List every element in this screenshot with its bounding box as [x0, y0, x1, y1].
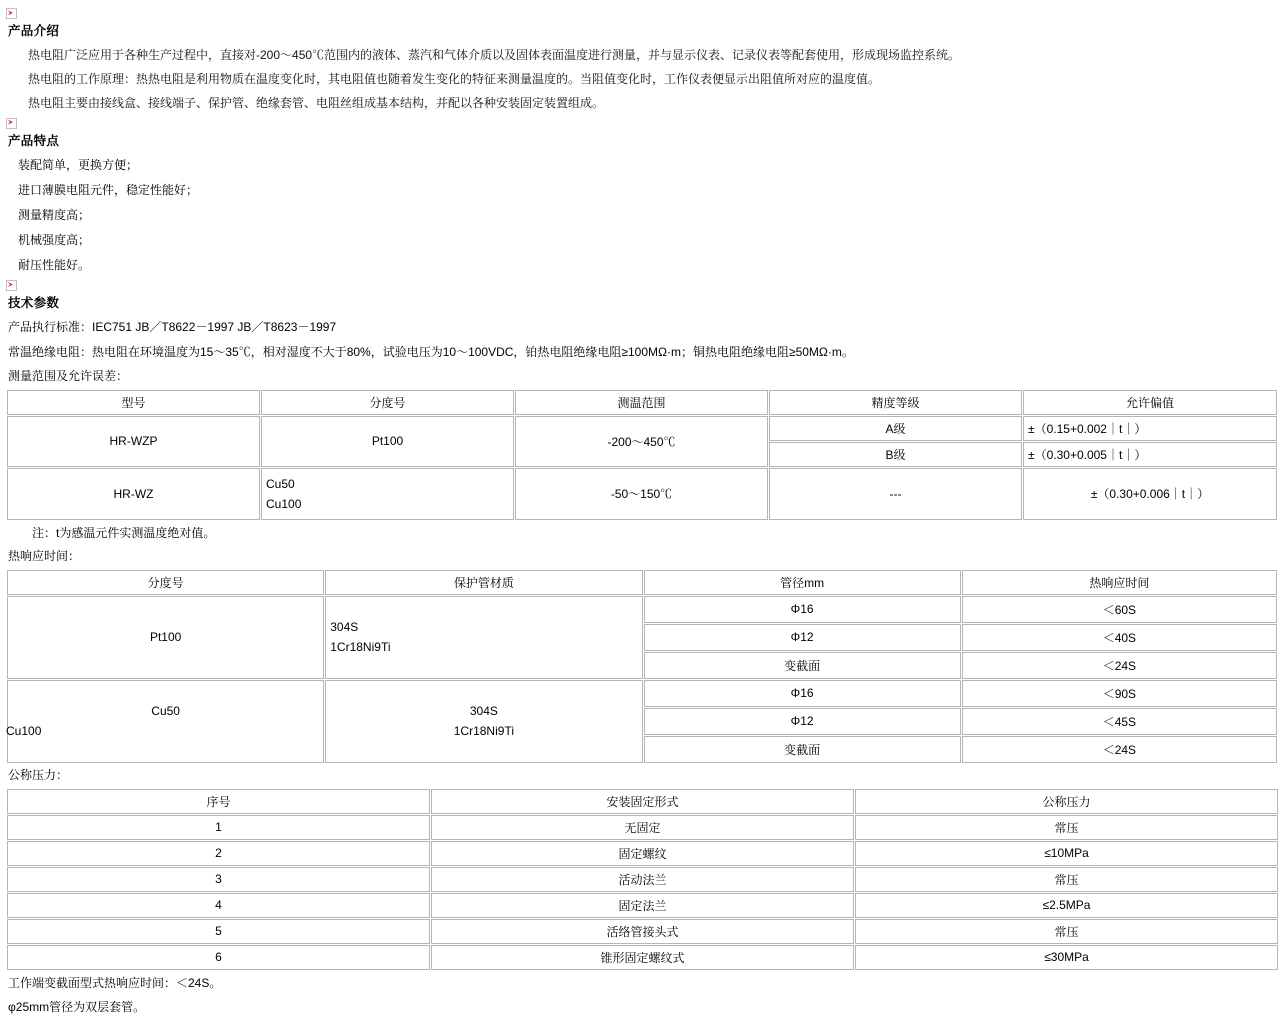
cell-pressure: 常压	[855, 867, 1278, 892]
cell-time: ＜90S	[962, 680, 1277, 707]
col-header-range: 测温范围	[515, 390, 768, 415]
col-header-tolerance: 允许偏值	[1023, 390, 1277, 415]
cell-mount-type: 固定法兰	[431, 893, 854, 918]
range-table-label: 测量范围及允许误差：	[8, 368, 129, 383]
intro-paragraph: 热电阻主要由接线盒、接线端子、保护管、绝缘套管、电阻丝组成基本结构，并配以各种安装固定装置组成。	[28, 96, 605, 111]
cell-no: 2	[7, 841, 430, 866]
response-table-label: 热响应时间：	[8, 548, 81, 563]
cell-mount-type: 活动法兰	[431, 867, 854, 892]
cell-time: ＜24S	[962, 652, 1277, 679]
cell-no: 3	[7, 867, 430, 892]
cell-pressure: ≤30MPa	[855, 945, 1278, 970]
cell-pressure: 常压	[855, 815, 1278, 840]
cell-time: ＜45S	[962, 708, 1277, 735]
cell-mount-type: 锥形固定螺纹式	[431, 945, 854, 970]
table-row	[7, 596, 1277, 623]
cell-model: HR-WZ	[7, 468, 260, 520]
table-row	[7, 680, 1277, 707]
cell-range: -200～450℃	[515, 416, 768, 467]
footnote: φ25mm管径为双层套管。	[8, 999, 146, 1014]
feature-item: 耐压性能好。	[18, 257, 91, 272]
cell-grade: B级	[769, 442, 1022, 467]
feature-item: 测量精度高；	[18, 207, 91, 222]
graduation-line: Cu100	[266, 496, 302, 511]
cell-time: ＜60S	[962, 596, 1277, 623]
col-header-no: 序号	[7, 789, 430, 814]
cell-no: 5	[7, 919, 430, 944]
feature-item: 进口薄膜电阻元件，稳定性能好；	[18, 182, 199, 197]
cell-diameter: Φ16	[644, 596, 961, 623]
response-table	[6, 569, 1278, 764]
table-row	[7, 815, 1278, 840]
cell-graduation	[261, 468, 514, 520]
table-row	[7, 945, 1278, 970]
pressure-table	[6, 788, 1279, 971]
cell-no: 1	[7, 815, 430, 840]
cell-graduation: Pt100	[261, 416, 514, 467]
material-line: 1Cr18Ni9Ti	[330, 640, 391, 655]
cell-diameter: Φ12	[644, 624, 961, 651]
material-line: 304S	[469, 704, 498, 719]
col-header-nominal-pressure: 公称压力	[855, 789, 1278, 814]
table-row	[7, 893, 1278, 918]
cell-no: 4	[7, 893, 430, 918]
range-table-note: 注：t为感温元件实测温度绝对值。	[32, 525, 216, 540]
table-row	[7, 841, 1278, 866]
standard-line: 产品执行标准：IEC751 JB／T8622－1997 JB／T8623－1997	[8, 319, 337, 334]
cell-diameter: Φ12	[644, 708, 961, 735]
cell-graduation: Pt100	[7, 596, 324, 679]
broken-image-icon	[6, 118, 17, 129]
col-header-material: 保护管材质	[325, 570, 642, 595]
col-header-time: 热响应时间	[962, 570, 1277, 595]
cell-diameter: Φ16	[644, 680, 961, 707]
cell-mount-type: 固定螺纹	[431, 841, 854, 866]
tech-heading-row	[4, 280, 1276, 293]
feature-item: 装配简单，更换方便；	[18, 157, 139, 172]
cell-model: HR-WZP	[7, 416, 260, 467]
cell-mount-type: 活络管接头式	[431, 919, 854, 944]
footnote: 工作端变截面型式热响应时间：＜24S。	[8, 975, 222, 990]
cell-pressure: ≤2.5MPa	[855, 893, 1278, 918]
cell-graduation	[7, 680, 324, 763]
cell-range: -50～150℃	[515, 468, 768, 520]
col-header-diameter: 管径mm	[644, 570, 961, 595]
cell-mount-type: 无固定	[431, 815, 854, 840]
intro-paragraph: 热电阻的工作原理：热热电阻是利用物质在温度变化时，其电阻值也随着发生变化的特征来测量温度的。当阻值变化时，工作仪表便显示出阻值所对应的温度值。	[28, 72, 881, 87]
cell-tolerance: ±（0.30+0.005｜t｜）	[1023, 442, 1277, 467]
material-line: 304S	[330, 620, 359, 635]
cell-time: ＜24S	[962, 736, 1277, 763]
cell-material	[325, 680, 642, 763]
cell-material	[325, 596, 642, 679]
features-heading-row	[4, 117, 1276, 130]
graduation-line: Cu50	[151, 704, 180, 719]
material-line: 1Cr18Ni9Ti	[453, 724, 514, 739]
feature-item: 机械强度高；	[18, 232, 91, 247]
insulation-line: 常温绝缘电阻：热电阻在环境温度为15～35℃，相对湿度不大于80%，试验电压为10～100VDC，铂热电阻绝缘电阻≥100MΩ·m；铜热电阻绝缘电阻≥50MΩ·m。	[8, 344, 854, 359]
cell-diameter: 变截面	[644, 652, 961, 679]
col-header-graduation: 分度号	[261, 390, 514, 415]
col-header-grade: 精度等级	[769, 390, 1022, 415]
col-header-graduation: 分度号	[7, 570, 324, 595]
table-header-row	[7, 789, 1278, 814]
table-row	[7, 416, 1277, 441]
broken-image-icon	[6, 8, 17, 19]
graduation-line: Cu100	[6, 724, 42, 739]
table-row	[7, 468, 1277, 520]
table-header-row	[7, 570, 1277, 595]
cell-tolerance: ±（0.15+0.002｜t｜）	[1023, 416, 1277, 441]
col-header-mount-type: 安装固定形式	[431, 789, 854, 814]
range-table	[6, 389, 1278, 521]
graduation-line: Cu50	[266, 476, 295, 491]
intro-heading-row	[4, 8, 1276, 21]
cell-pressure: ≤10MPa	[855, 841, 1278, 866]
intro-heading: 产品介绍	[8, 24, 60, 39]
cell-diameter: 变截面	[644, 736, 961, 763]
tech-heading: 技术参数	[8, 295, 60, 310]
table-header-row	[7, 390, 1277, 415]
table-row	[7, 867, 1278, 892]
broken-image-icon	[6, 280, 17, 291]
intro-paragraphs	[4, 43, 1276, 115]
features-list	[4, 153, 1276, 278]
cell-pressure: 常压	[855, 919, 1278, 944]
table-row	[7, 919, 1278, 944]
intro-paragraph: 热电阻广泛应用于各种生产过程中，直接对-200～450℃范围内的液体、蒸汽和气体介质以及固体表面温度进行测量，并与显示仪表、记录仪表等配套使用，形成现场监控系统。	[28, 48, 961, 63]
col-header-model: 型号	[7, 390, 260, 415]
pressure-table-label: 公称压力：	[8, 767, 69, 782]
cell-time: ＜40S	[962, 624, 1277, 651]
cell-grade: ---	[769, 468, 1022, 520]
cell-no: 6	[7, 945, 430, 970]
features-heading: 产品特点	[8, 133, 60, 148]
cell-grade: A级	[769, 416, 1022, 441]
cell-tolerance: ±（0.30+0.006｜t｜）	[1023, 468, 1277, 520]
